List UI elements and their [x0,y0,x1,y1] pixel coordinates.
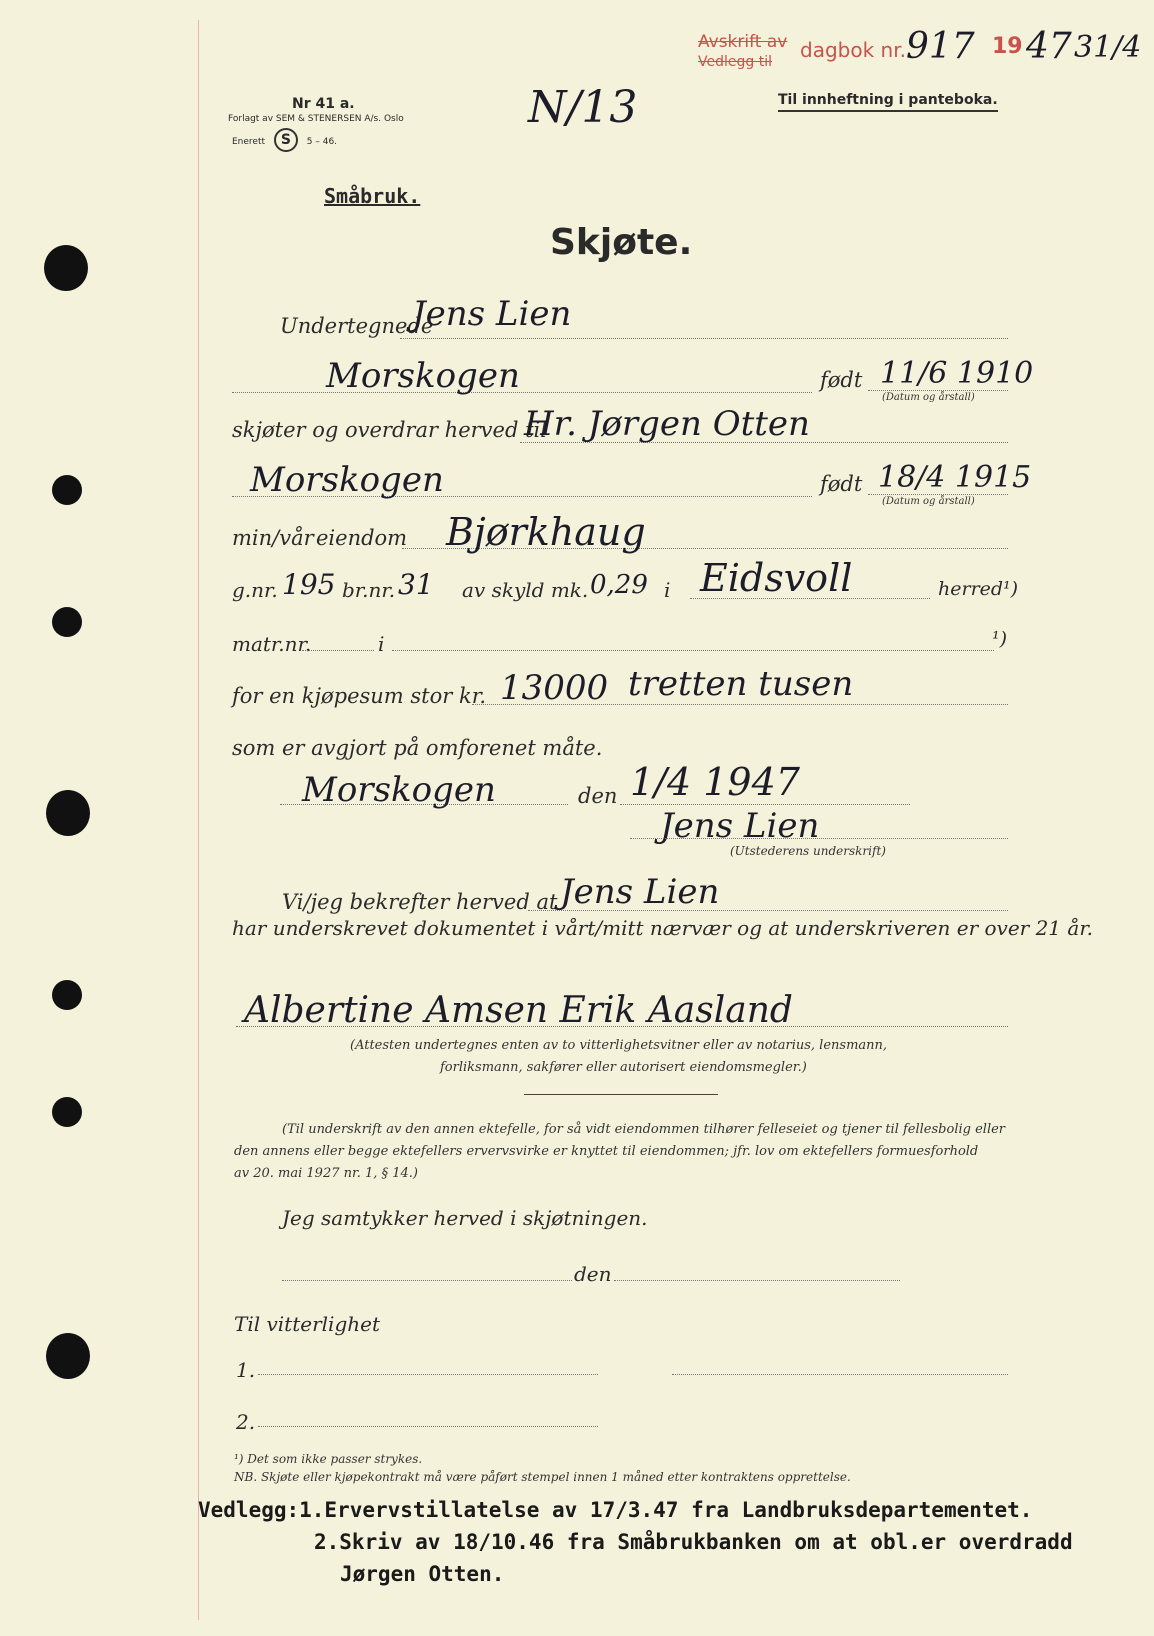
signature: Jens Lien [660,806,820,846]
spouse-sign-line [282,1280,572,1281]
publisher-enerett: Enerett [232,137,266,147]
attachment-line-1: Vedlegg:1.Ervervstillatelse av 17/3.47 fra Landbruksdepartementet. [198,1498,1033,1522]
matr-line-2 [392,650,994,651]
avgjort-text: som er avgjort på omforenet måte. [232,736,603,760]
punch-hole-2 [52,475,82,505]
gnr-value: 195 [282,568,336,601]
skjoter-label: skjøter og overdrar herved til [232,418,547,442]
fodt-label-2: født [820,472,863,496]
sign-date-line [620,804,910,805]
brnr-value: 31 [398,568,434,601]
punch-hole-6 [52,1097,82,1127]
margin-note: N/13 [528,82,638,133]
punch-hole-5 [52,980,82,1010]
form-number: Nr 41 a. [292,96,355,112]
date-handwritten: 31/4 [1074,30,1142,65]
stamp-avskrift: Avskrift av [698,32,788,52]
seller-born: 11/6 1910 [880,356,1034,391]
footnote-2: NB. Skjøte eller kjøpekontrakt må være påført stempel innen 1 måned etter kontraktens opprettelse. [234,1470,851,1484]
spouse-date-line [614,1280,900,1281]
til-innheftning: Til innheftning i panteboka. [778,92,998,112]
property-name: Bjørkhaug [446,510,646,554]
kjopesum-value: 13000 [500,668,609,708]
page-title: Skjøte. [550,222,693,263]
signature-line [630,838,1008,839]
witness-line [236,1026,1008,1027]
datum-hint-2: (Datum og årstall) [882,496,975,507]
punch-hole-4 [46,790,90,836]
attachment-line-2: 2.Skriv av 18/10.46 fra Småbrukbanken om at obl.er overdradd [314,1530,1073,1554]
witness-2-label: 2. [236,1410,256,1434]
seller-born-line [868,390,1008,391]
undertegnede-line [400,338,1008,339]
attachment-line-3: Jørgen Otten. [340,1562,505,1586]
buyer-place: Morskogen [250,460,444,500]
stamp-dagbok: dagbok nr. [800,38,906,62]
confirmed-name: Jens Lien [560,872,720,912]
til-vitterlighet: Til vitterlighet [234,1312,381,1336]
kjopesum-label: for en kjøpesum stor kr. [232,684,487,708]
spouse-note-2: den annens eller begge ektefellers ervervsvirke er knyttet til eiendommen; jfr. lov om ektefellers formuesforhold [234,1144,979,1159]
fodt-label-1: født [820,368,863,392]
i-label: i [664,578,671,602]
sign-date: 1/4 1947 [630,760,800,804]
punch-hole-1 [44,245,88,291]
eiendom-prefix: min/vår [232,526,314,550]
kjopesum-words: tretten tusen [628,664,854,704]
den-label: den [578,784,618,808]
undertegnede-label: Undertegnede [280,314,434,338]
herred-value: Eidsvoll [700,556,853,600]
samtykker-text: Jeg samtykker herved i skjøtningen. [282,1206,648,1230]
witness-2-line-a [258,1426,598,1427]
stamp-year: 19 [992,34,1023,59]
datum-hint-1: (Datum og årstall) [882,392,975,403]
punch-hole-7 [46,1333,90,1379]
undertegnede-value: Jens Lien [412,294,572,334]
dagbok-number: 917 [906,26,975,67]
spouse-note-1: (Til underskrift av den annen ektefelle, for så vidt eiendommen tilhører felleseiet og tjener til fellesbolig eller [282,1122,1006,1137]
witness-1-label: 1. [236,1358,256,1382]
vi-bekrefter: Vi/jeg bekrefter herved at [282,890,558,914]
spouse-note-3: av 20. mai 1927 nr. 1, § 14.) [234,1166,418,1181]
divider [524,1094,718,1095]
witness-signatures: Albertine Amsen Erik Aasland [244,990,793,1031]
publisher-seal-icon: S [274,128,298,152]
year-handwritten: 47 [1026,26,1072,67]
attest-line-2: forliksmann, sakfører eller autorisert eiendomsmegler.) [440,1060,807,1075]
attest-line-1: (Attesten undertegnes enten av to vitterlighetsvitner eller av notarius, lensmann, [350,1038,888,1053]
publisher-line [228,114,404,124]
skyld-label: av skyld mk. [462,578,589,602]
matr-i: i [378,632,385,656]
buyer-born-line [868,494,1008,495]
publisher-line-2 [232,128,337,152]
har-underskrevet: har underskrevet dokumentet i vårt/mitt nærvær og at underskriveren er over 21 år. [232,916,1094,940]
buyer-name: Hr. Jørgen Otten [524,404,810,444]
doc-type: Småbruk. [324,184,421,208]
seller-place: Morskogen [326,356,520,396]
eiendom-label: eiendom [316,526,408,550]
buyer-born: 18/4 1915 [878,460,1032,495]
matr-end: ¹) [992,628,1008,650]
den-label-2: den [574,1262,612,1286]
matr-line-1 [302,650,374,651]
witness-1-line-b [672,1374,1008,1375]
footnote-1: ¹) Det som ikke passer strykes. [234,1452,423,1466]
publisher-text: Forlagt av SEM & STENERSEN A/s. Oslo [228,114,404,124]
margin-rule [198,20,199,1620]
herred-label: herred¹) [938,578,1019,600]
seller-place-line [232,392,812,393]
sign-place: Morskogen [302,770,496,810]
witness-1-line-a [258,1374,598,1375]
stamp-vedlegg: Vedlegg til [698,54,772,70]
signature-hint: (Utstederens underskrift) [730,844,886,858]
matr-label: matr.nr. [232,632,312,656]
herred-line [690,598,930,599]
punch-hole-3 [52,607,82,637]
skyld-value: 0,29 [590,570,648,600]
gnr-label: g.nr. [232,578,278,602]
publisher-edition: 5 – 46. [306,137,338,147]
brnr-label: br.nr. [342,578,396,602]
